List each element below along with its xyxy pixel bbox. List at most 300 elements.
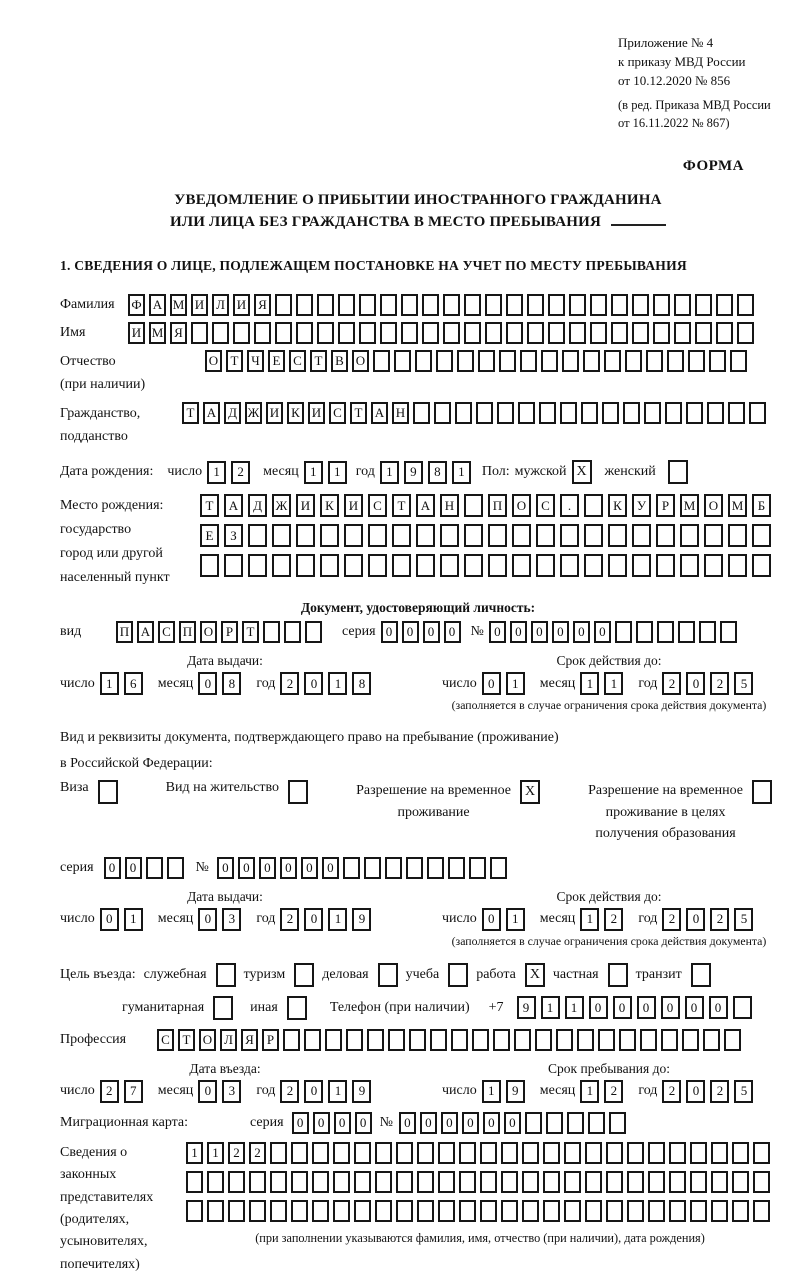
form-cell (249, 1200, 266, 1222)
form-cell: 3 (222, 908, 241, 931)
form-cell (690, 1142, 707, 1164)
form-cell (732, 1142, 749, 1164)
form-cell: С (536, 494, 555, 517)
form-cell (263, 621, 280, 643)
form-cell: Ж (245, 402, 262, 424)
form-cell (564, 1171, 581, 1193)
residence-series-label: серия (60, 859, 94, 875)
form-cell (338, 294, 355, 316)
name-label: Имя (60, 324, 86, 340)
form-cell (690, 1200, 707, 1222)
form-cell (333, 1200, 350, 1222)
residence-valid-month-cells (580, 908, 628, 931)
surname-row (60, 294, 776, 316)
form-cell: 0 (510, 621, 527, 643)
form-cell (464, 294, 481, 316)
form-cell (283, 1029, 300, 1051)
form-cell: Ж (272, 494, 291, 517)
stay-until-column (442, 1061, 776, 1103)
form-cell: 1 (482, 1080, 501, 1103)
temp-residence-checkbox: X (520, 780, 540, 804)
form-cell (611, 322, 628, 344)
form-cell: 0 (504, 1112, 521, 1134)
form-cell: Б (752, 494, 771, 517)
form-cell: А (371, 402, 388, 424)
residence-valid-year-cells (662, 908, 758, 931)
sex-male-checkbox: X (572, 460, 592, 484)
form-cell (396, 1200, 413, 1222)
representatives-label (60, 1142, 186, 1276)
day-label: число (60, 1083, 95, 1099)
patronymic-label-line2: (при наличии) (60, 376, 146, 392)
form-cell: О (704, 494, 723, 517)
form-cell: М (728, 494, 747, 517)
form-cell (354, 1200, 371, 1222)
form-cell (656, 554, 675, 577)
form-cell: 2 (280, 1080, 299, 1103)
form-cell (724, 1029, 741, 1051)
form-cell (270, 1171, 287, 1193)
migration-card-row (60, 1112, 776, 1134)
form-cell (416, 524, 435, 547)
identity-series-cells (381, 621, 465, 643)
form-cell: 0 (686, 908, 705, 931)
stay-until-heading: Срок пребывания до: (548, 1060, 670, 1076)
residence-doc-intro-line2: в Российской Федерации: (60, 755, 213, 771)
form-cell: 0 (637, 996, 656, 1019)
profession-label: Профессия (60, 1031, 127, 1047)
form-cell: 0 (304, 1080, 323, 1103)
birth-place-label (60, 494, 200, 590)
purpose-checkbox-ucheba (448, 963, 468, 987)
form-cell (427, 857, 444, 879)
purpose-option-turizm: туризм (243, 966, 286, 982)
visa-label: Виза (60, 779, 89, 795)
form-cell (207, 1171, 224, 1193)
form-cell: 0 (304, 908, 323, 931)
form-cell: 0 (292, 1112, 309, 1134)
form-cell (535, 1029, 552, 1051)
form-cell (680, 524, 699, 547)
form-cell: 0 (573, 621, 590, 643)
residence-validity-note: (заполняется в случае ограничения срока действия документа) (451, 933, 767, 948)
form-cell: 1 (207, 1142, 224, 1164)
residence-issue-year-cells (280, 908, 376, 931)
form-cell: 0 (301, 857, 318, 879)
form-cell: 2 (604, 1080, 623, 1103)
form-cell (270, 1142, 287, 1164)
citizenship-row (60, 402, 776, 448)
form-cell: 0 (198, 908, 217, 931)
form-cell (625, 350, 642, 372)
form-cell (707, 402, 724, 424)
form-cell: 5 (734, 1080, 753, 1103)
form-cell: Т (182, 402, 199, 424)
form-cell (380, 322, 397, 344)
patronymic-label (60, 350, 205, 396)
residence-doc-intro (60, 725, 776, 775)
form-cell: 9 (404, 461, 423, 484)
form-cell (212, 322, 229, 344)
revision-line-2: от 16.11.2022 № 867) (618, 115, 730, 130)
form-cell: М (149, 322, 166, 344)
form-cell (490, 857, 507, 879)
form-cell (577, 1029, 594, 1051)
form-cell (501, 1171, 518, 1193)
form-cell (602, 402, 619, 424)
form-cell (291, 1200, 308, 1222)
form-cell (632, 294, 649, 316)
residence-number-label: № (195, 859, 209, 875)
purpose-checkbox-sluzhebnaya (216, 963, 236, 987)
identity-number-cells (489, 621, 741, 643)
form-cell (518, 402, 535, 424)
month-label: месяц (157, 1083, 194, 1099)
edu-residence-checkbox (752, 780, 772, 804)
section1-heading: 1. СВЕДЕНИЯ О ЛИЦЕ, ПОДЛЕЖАЩЕМ ПОСТАНОВКЕ НА УЧЕТ ПО МЕСТУ ПРЕБЫВАНИЯ (60, 257, 687, 273)
form-cell: 2 (662, 672, 681, 695)
form-cell: И (296, 494, 315, 517)
form-cell: И (308, 402, 325, 424)
residence-number-cells (217, 857, 511, 879)
representatives-cells-row3 (186, 1200, 774, 1222)
form-cell: 0 (423, 621, 440, 643)
form-cell (543, 1142, 560, 1164)
form-cell: 0 (489, 621, 506, 643)
form-cell (422, 322, 439, 344)
form-cell (667, 350, 684, 372)
identity-issue-line (60, 672, 390, 695)
form-cell: 0 (594, 621, 611, 643)
form-cell (430, 1029, 447, 1051)
form-cell (385, 857, 402, 879)
form-cell (440, 524, 459, 547)
form-cell (753, 1171, 770, 1193)
sex-label: Пол: (481, 464, 510, 480)
edu-residence-label-line3: получения образования (595, 826, 736, 842)
form-cell (291, 1142, 308, 1164)
form-cell: 1 (100, 672, 119, 695)
residence-series-row (60, 857, 776, 879)
patronymic-row (60, 350, 776, 396)
residence-issue-heading: Дата выдачи: (187, 888, 263, 904)
option-temp-residence (356, 780, 540, 823)
form-cell: 1 (328, 1080, 347, 1103)
form-cell: 2 (604, 908, 623, 931)
purpose-option-sluzhebnaya: служебная (143, 966, 207, 982)
birth-place-row (60, 494, 776, 590)
form-cell (375, 1171, 392, 1193)
residence-series-cells (104, 857, 188, 879)
form-cell (506, 322, 523, 344)
form-cell (478, 350, 495, 372)
form-cell (690, 1171, 707, 1193)
form-cell (539, 402, 556, 424)
form-cell (186, 1171, 203, 1193)
form-cell: 0 (399, 1112, 416, 1134)
sex-female-label: женский (604, 464, 656, 480)
form-cell (480, 1171, 497, 1193)
form-cell (485, 322, 502, 344)
form-cell (732, 1200, 749, 1222)
appendix-line-3: от 10.12.2020 № 856 (618, 72, 731, 88)
form-cell: 1 (565, 996, 584, 1019)
form-cell: 1 (124, 908, 143, 931)
residence-options-row (60, 780, 772, 845)
day-label: число (60, 675, 95, 691)
form-cell: 2 (231, 461, 250, 484)
title-line-1: УВЕДОМЛЕНИЕ О ПРИБЫТИИ ИНОСТРАННОГО ГРАЖДАНИНА (174, 191, 662, 208)
form-cell (548, 294, 565, 316)
form-cell (451, 1029, 468, 1051)
form-cell (409, 1029, 426, 1051)
form-cell (417, 1200, 434, 1222)
day-label: число (442, 911, 477, 927)
form-cell (728, 524, 747, 547)
form-cell (354, 1171, 371, 1193)
form-cell: 0 (238, 857, 255, 879)
form-cell (191, 322, 208, 344)
entry-year-cells (280, 1080, 376, 1103)
form-cell (375, 1200, 392, 1222)
form-cell (254, 322, 271, 344)
visa-checkbox (98, 780, 118, 804)
form-cell (459, 1142, 476, 1164)
residence-valid-heading: Срок действия до: (556, 888, 662, 904)
form-cell (249, 1171, 266, 1193)
form-cell: С (158, 621, 175, 643)
form-cell (392, 554, 411, 577)
patronymic-label-line1: Отчество (60, 353, 116, 369)
form-cell: Я (241, 1029, 258, 1051)
form-cell (396, 1171, 413, 1193)
form-cell: 0 (661, 996, 680, 1019)
form-cell (501, 1200, 518, 1222)
form-cell (464, 524, 483, 547)
phone-label: Телефон (при наличии) (329, 999, 470, 1015)
form-cell (207, 1200, 224, 1222)
form-cell (417, 1142, 434, 1164)
form-cell (604, 350, 621, 372)
form-cell (541, 350, 558, 372)
month-label: месяц (157, 911, 194, 927)
month-label: месяц (157, 675, 194, 691)
form-cell (459, 1171, 476, 1193)
identity-issue-day-cells (100, 672, 148, 695)
representatives-label-line1: Сведения о (60, 1144, 128, 1160)
form-cell (417, 1171, 434, 1193)
phone-cells (517, 996, 757, 1019)
form-cell (546, 1112, 563, 1134)
form-cell: Т (200, 494, 219, 517)
form-cell (415, 350, 432, 372)
birth-day-cells (207, 461, 255, 484)
birth-place-cells-row2 (200, 524, 776, 547)
form-cell (443, 322, 460, 344)
identity-issue-month-cells (198, 672, 246, 695)
form-cell (728, 554, 747, 577)
form-cell (296, 554, 315, 577)
form-cell (536, 524, 555, 547)
form-cell: 9 (352, 1080, 371, 1103)
form-cell: Д (248, 494, 267, 517)
form-cell (661, 1029, 678, 1051)
form-cell: П (116, 621, 133, 643)
form-cell: Ч (247, 350, 264, 372)
purpose-option-gumanitarnaya: гуманитарная (122, 999, 205, 1015)
form-cell: О (205, 350, 222, 372)
form-cell (200, 554, 219, 577)
form-cell: И (233, 294, 250, 316)
form-cell: 0 (552, 621, 569, 643)
form-cell (733, 996, 752, 1019)
form-cell (657, 621, 674, 643)
sex-female-checkbox (668, 460, 688, 484)
form-cell (512, 524, 531, 547)
entry-date-line (60, 1080, 390, 1103)
form-cell (527, 322, 544, 344)
representatives-note: (при заполнении указываются фамилия, имя, отчество (при наличии), дата рождения) (255, 1230, 705, 1245)
form-cell (656, 524, 675, 547)
form-cell: 6 (124, 672, 143, 695)
form-cell (720, 621, 737, 643)
form-cell (585, 1142, 602, 1164)
form-cell: А (416, 494, 435, 517)
form-cell: Т (178, 1029, 195, 1051)
form-cell (581, 402, 598, 424)
form-cell: 0 (686, 1080, 705, 1103)
identity-doc-dates (60, 653, 776, 713)
form-cell (669, 1142, 686, 1164)
form-cell (632, 524, 651, 547)
form-cell: У (632, 494, 651, 517)
form-cell (525, 1112, 542, 1134)
migration-series-cells (292, 1112, 376, 1134)
migration-number-cells (399, 1112, 630, 1134)
form-cell: Я (170, 322, 187, 344)
form-cell (296, 322, 313, 344)
birth-place-cells-row1 (200, 494, 776, 517)
form-cell (615, 621, 632, 643)
form-cell: Т (350, 402, 367, 424)
form-cell (560, 402, 577, 424)
form-cell (527, 294, 544, 316)
form-cell: Н (392, 402, 409, 424)
month-label: месяц (539, 1083, 576, 1099)
form-cell (480, 1142, 497, 1164)
form-cell: И (128, 322, 145, 344)
form-cell: 2 (710, 908, 729, 931)
form-cell (669, 1200, 686, 1222)
form-cell: И (266, 402, 283, 424)
form-cell: 0 (482, 908, 501, 931)
form-cell: 1 (580, 1080, 599, 1103)
option-edu-residence (588, 780, 772, 845)
form-cell: 0 (259, 857, 276, 879)
form-cell (464, 554, 483, 577)
form-cell (686, 402, 703, 424)
form-cell: 8 (428, 461, 447, 484)
form-cell: 0 (198, 1080, 217, 1103)
representatives-label-line3: представителях (60, 1189, 154, 1205)
form-cell: 3 (222, 1080, 241, 1103)
identity-issue-column (60, 653, 390, 713)
form-cell (716, 322, 733, 344)
purpose-option-tranzit: транзит (635, 966, 682, 982)
day-label: число (60, 911, 95, 927)
year-label: год (638, 1083, 658, 1099)
form-cell (711, 1142, 728, 1164)
form-cell: В (331, 350, 348, 372)
form-cell (732, 1171, 749, 1193)
form-cell: К (287, 402, 304, 424)
form-cell: Т (392, 494, 411, 517)
form-cell: 0 (686, 672, 705, 695)
form-cell: М (170, 294, 187, 316)
form-cell: А (224, 494, 243, 517)
form-cell (459, 1200, 476, 1222)
form-cell (674, 322, 691, 344)
form-cell (709, 350, 726, 372)
form-cell (646, 350, 663, 372)
form-cell: 1 (328, 908, 347, 931)
form-cell: 0 (304, 672, 323, 695)
birth-month-label: месяц (263, 464, 299, 480)
form-cell: 2 (280, 908, 299, 931)
patronymic-cells (205, 350, 751, 372)
form-cell: Т (226, 350, 243, 372)
form-cell (669, 1171, 686, 1193)
form-cell (270, 1200, 287, 1222)
day-label: число (442, 1083, 477, 1099)
form-cell (611, 294, 628, 316)
form-cell (674, 294, 691, 316)
residence-permit-label: Вид на жительство (165, 779, 280, 795)
form-cell (312, 1200, 329, 1222)
form-cell (272, 554, 291, 577)
purpose-option-rabota: работа (476, 966, 516, 982)
form-cell (737, 322, 754, 344)
form-cell (333, 1142, 350, 1164)
form-cell (317, 294, 334, 316)
form-cell (648, 1200, 665, 1222)
migration-card-label: Миграционная карта: (60, 1114, 189, 1130)
purpose-option-delovaya: деловая (322, 966, 369, 982)
form-cell (636, 621, 653, 643)
form-cell (564, 1142, 581, 1164)
visit-purpose-row (60, 963, 776, 987)
form-cell (623, 402, 640, 424)
form-cell (396, 1142, 413, 1164)
representatives-label-line6: попечителях) (60, 1256, 140, 1272)
form-cell (753, 1200, 770, 1222)
identity-valid-month-cells (580, 672, 628, 695)
temp-residence-label-line2: проживание (397, 804, 470, 820)
form-cell (233, 322, 250, 344)
form-cell: 1 (380, 461, 399, 484)
form-cell: 0 (217, 857, 234, 879)
surname-cells (128, 294, 758, 316)
name-cells (128, 322, 758, 344)
title-blank-line (611, 212, 666, 226)
birth-date-label: Дата рождения: (60, 464, 154, 480)
form-cell (354, 1142, 371, 1164)
form-cell (373, 350, 390, 372)
form-cell (413, 402, 430, 424)
form-cell (469, 857, 486, 879)
revision-line-1: (в ред. Приказа МВД России (618, 97, 771, 112)
edu-residence-label-line2: проживание в целях (605, 804, 726, 820)
